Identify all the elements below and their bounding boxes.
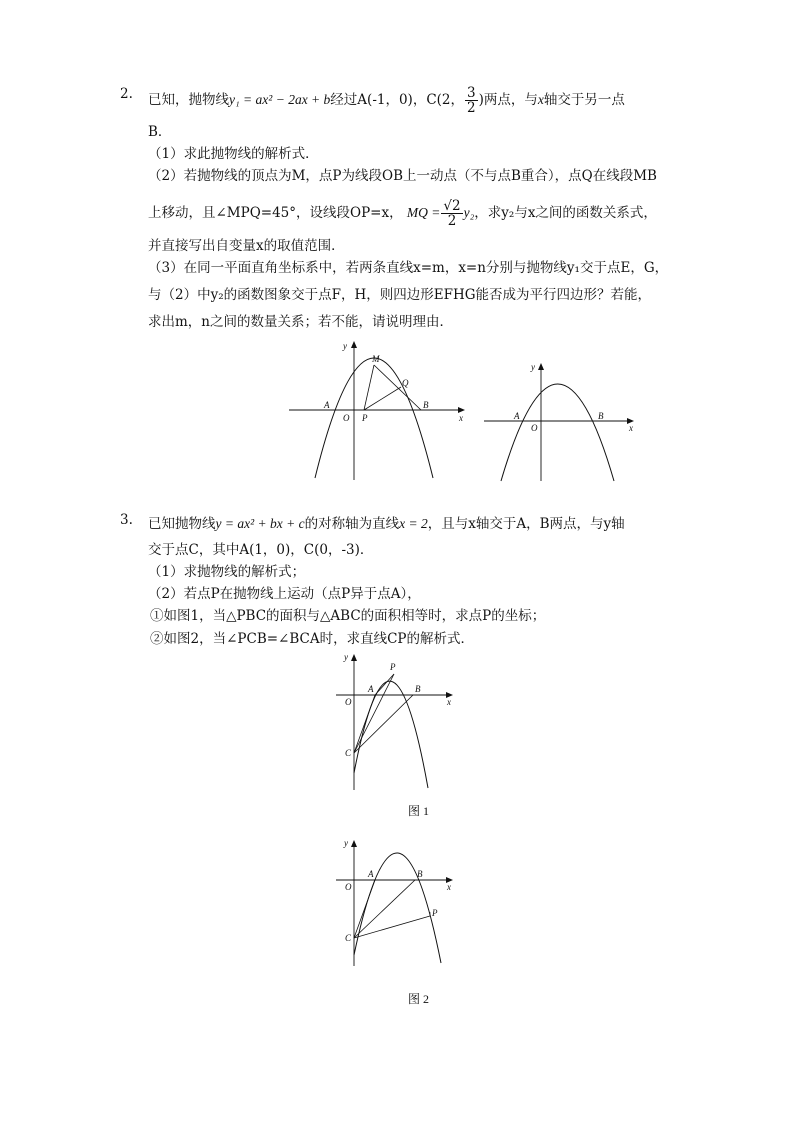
- q2-line1: [148, 86, 625, 115]
- q2-mq: MQ =: [406, 205, 441, 220]
- q2-fraction-den: 2: [467, 100, 476, 116]
- q2-fraction-num: 3: [467, 85, 476, 101]
- q2-p2-text-b: ，求y₂与x之间的函数关系式，: [474, 205, 657, 221]
- label-y: y: [343, 341, 347, 351]
- label-y: y: [344, 652, 348, 662]
- q3-part1: （1）求抛物线的解析式；: [148, 564, 306, 580]
- q3-number: 3.: [120, 512, 133, 528]
- segment-MB: [374, 365, 421, 410]
- label-C: C: [345, 748, 352, 758]
- label-P: P: [390, 662, 396, 672]
- q2-part1: （1）求此抛物线的解析式．: [148, 146, 319, 162]
- label-x: x: [447, 697, 451, 707]
- segment-CA: [354, 695, 375, 753]
- q2-l1-text-a: 已知，抛物线: [148, 92, 229, 108]
- label-Q: Q: [402, 378, 409, 388]
- label-x: x: [447, 882, 451, 892]
- q3-line2: 交于点C，其中A(1，0)，C(0，-3)．: [148, 542, 374, 558]
- q3-figure-1: [333, 650, 463, 795]
- q2-sqrt-num: √2: [443, 198, 461, 214]
- label-M: M: [372, 354, 380, 364]
- label-O: O: [345, 882, 352, 892]
- segment-PM: [364, 365, 374, 410]
- segment-AP: [375, 674, 394, 695]
- label-B: B: [423, 400, 429, 410]
- q2-sqrt-den: 2: [447, 213, 457, 229]
- label-O: O: [345, 697, 352, 707]
- q2-l1-text-b: 经过: [330, 92, 358, 108]
- q3-line1: [148, 512, 625, 532]
- q2-l1-text-c: )两点，与: [478, 92, 538, 108]
- q3-figure-2: [333, 836, 463, 971]
- q2-y2: y₂: [463, 205, 475, 220]
- q3-l1-text-a: 已知抛物线: [148, 516, 216, 532]
- q2-fraction: [465, 86, 478, 115]
- q2-sqrt-fraction: [441, 199, 462, 228]
- parabola-curve: [315, 358, 433, 478]
- q3-part2-ii: ②如图2，当∠PCB=∠BCA时，求直线CP的解析式．: [150, 631, 475, 647]
- q2-figure-left: [283, 335, 473, 485]
- label-A: A: [514, 411, 520, 421]
- q3-axis-eq: x = 2: [399, 516, 428, 531]
- segment-CP: [354, 674, 394, 753]
- q2-part2-line3: 并直接写出自变量x的取值范围．: [148, 238, 345, 254]
- label-B: B: [415, 684, 421, 694]
- parabola-curve: [354, 681, 428, 788]
- y-axis-arrow-icon: [351, 654, 357, 661]
- segment-CA: [354, 880, 375, 938]
- q2-p2-text-a: 上移动，且∠MPQ=45°，设线段OP=x，: [148, 205, 403, 221]
- q2-number: 2.: [120, 86, 133, 102]
- label-A: A: [324, 400, 330, 410]
- q3-formula: y = ax² + bx + c: [215, 516, 305, 531]
- label-C: C: [345, 933, 352, 943]
- label-B: B: [417, 869, 423, 879]
- parabola-curve: [501, 384, 614, 481]
- q2-part3-line1: （3）在同一平面直角坐标系中，若两条直线x=m，x=n分别与抛物线y₁交于点E，G，: [148, 260, 669, 276]
- label-P: P: [432, 908, 438, 918]
- q2-l1-x: x: [537, 92, 544, 107]
- q3-l1-text-b: 的对称轴为直线: [304, 516, 400, 532]
- label-y: y: [531, 362, 535, 372]
- y-axis-arrow-icon: [351, 840, 357, 847]
- q2-part3-line3: 求出m，n之间的数量关系；若不能，请说明理由．: [148, 314, 453, 330]
- q2-points: A(-1，0)，C(2，: [357, 92, 465, 108]
- label-A: A: [368, 869, 374, 879]
- label-O: O: [343, 413, 350, 423]
- label-B: B: [598, 411, 604, 421]
- label-x: x: [459, 413, 463, 423]
- q2-figure-right: [482, 357, 642, 487]
- label-A: A: [368, 684, 374, 694]
- q3-part2: （2）若点P在抛物线上运动（点P异于点A），: [148, 586, 421, 602]
- y-axis-arrow-icon: [538, 363, 544, 370]
- label-y: y: [344, 838, 348, 848]
- q2-l1-text-d: 轴交于另一点: [543, 92, 625, 108]
- q3-figure-1-caption: 图 1: [408, 804, 430, 818]
- segment-PQ: [364, 387, 401, 410]
- label-P: P: [362, 413, 368, 423]
- y-axis-arrow-icon: [351, 341, 357, 348]
- q2-formula: y₁ = ax² − 2ax + b: [229, 92, 331, 107]
- q3-l1-text-c: ，且与x轴交于A，B两点，与y轴: [427, 516, 625, 532]
- q2-part3-line2: 与（2）中y₂的函数图象交于点F，H，则四边形EFHG能否成为平行四边形？若能，: [148, 287, 652, 303]
- q2-part2-line2: [148, 199, 657, 228]
- q2-part2-line1: （2）若抛物线的顶点为M，点P为线段OB上一动点（不与点B重合），点Q在线段MB: [148, 168, 657, 184]
- label-O: O: [531, 423, 538, 433]
- segment-CB: [354, 695, 413, 753]
- q3-part2-i: ①如图1，当△PBC的面积与△ABC的面积相等时，求点P的坐标；: [150, 608, 546, 624]
- label-x: x: [629, 423, 633, 433]
- q2-line2: B．: [148, 124, 172, 140]
- q3-figure-2-caption: 图 2: [408, 992, 430, 1006]
